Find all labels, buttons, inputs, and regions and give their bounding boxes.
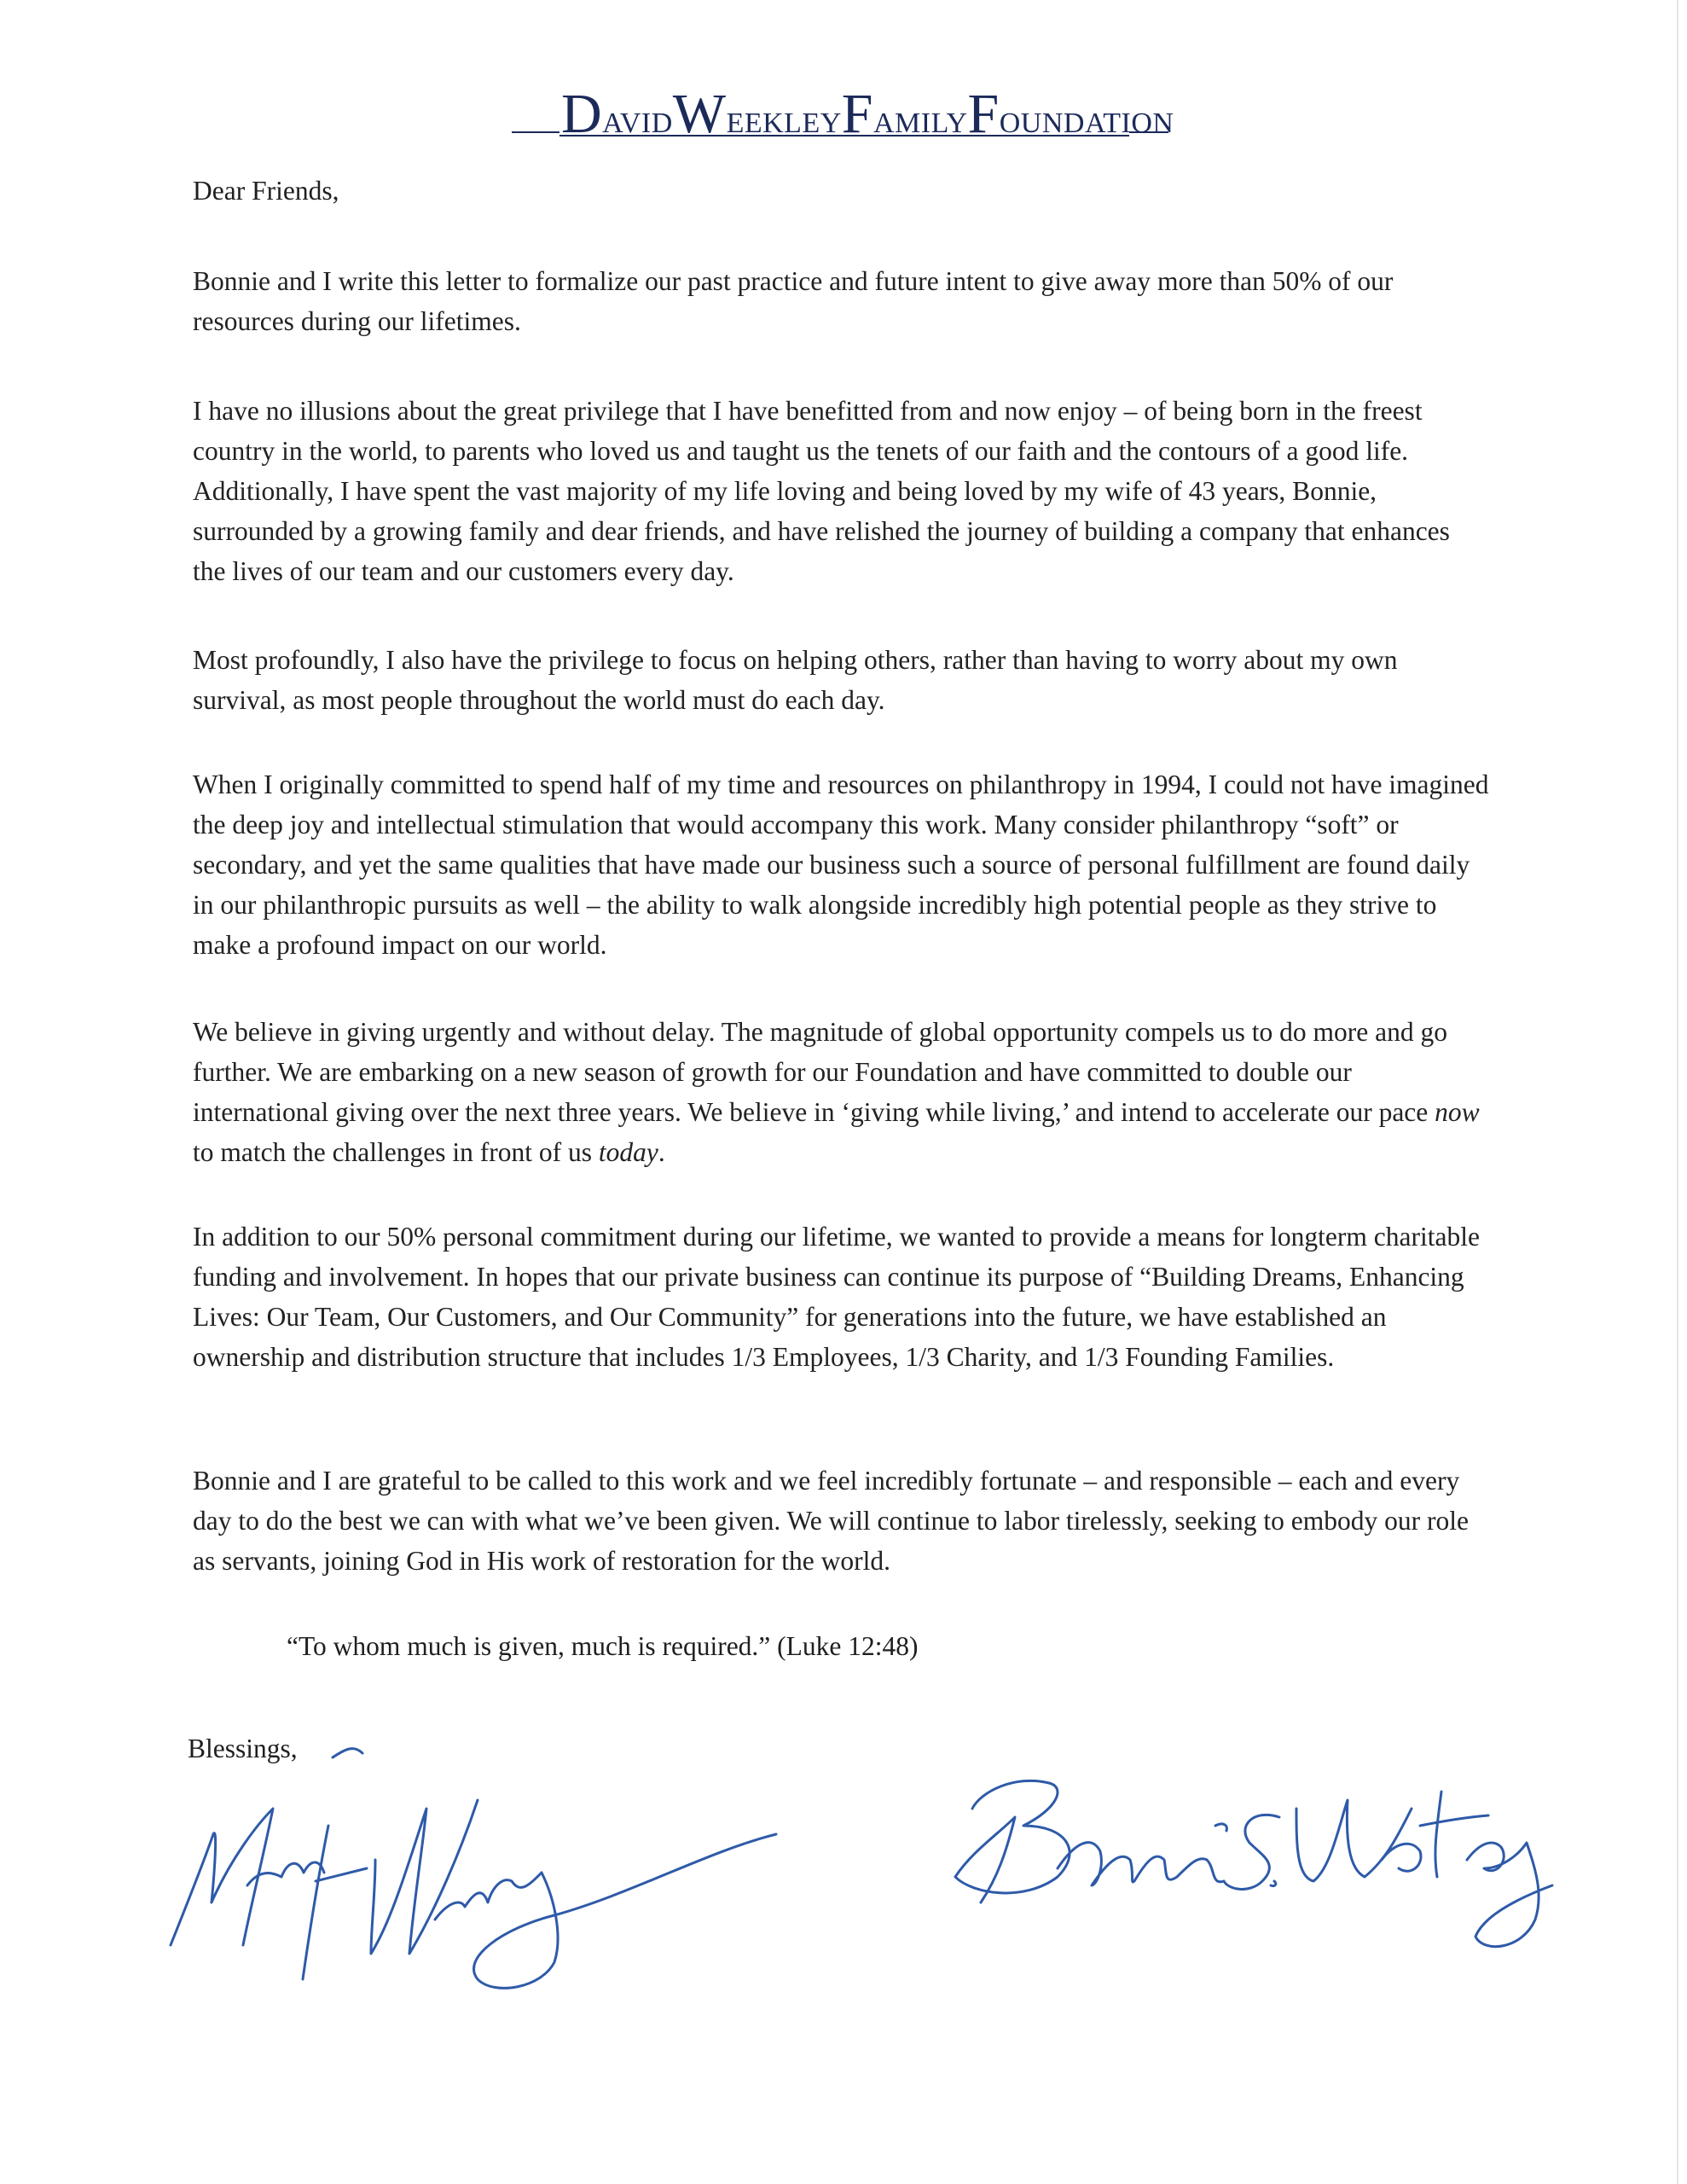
letterhead-rule-left	[512, 131, 559, 133]
paragraph-7: Bonnie and I are grateful to be called to this work and we feel incredibly fortunate – and responsible – each and every day to do the best we can with what we’ve been given. We will continue to labor tirelessly, seeking to embody our role as servants, joining God in His work of restoration for the world.	[193, 1466, 1469, 1576]
letterhead-cap: W	[672, 83, 727, 145]
letterhead-small: AVID	[602, 107, 673, 139]
letterhead-cap: F	[841, 83, 873, 145]
letterhead-word-family	[841, 83, 968, 148]
letterhead-small: EEKLEY	[726, 107, 842, 139]
letterhead-cap: D	[561, 83, 603, 145]
letterhead-word-david	[561, 83, 673, 148]
page-edge	[1677, 0, 1678, 2184]
paragraph-5-text-c: .	[658, 1137, 665, 1167]
letterhead	[512, 83, 1174, 145]
signature-david-icon	[154, 1732, 870, 2013]
paragraph-4: When I originally committed to spend half of my time and resources on philanthropy in 1994, I could not have imagined the deep joy and intellectual stimulation that would accompany this work. Many consider philanthropy “soft” or secondary, and yet the same qualities that have made our business such a source of personal fulfillment are found daily in our philanthropic pursuits as well – the ability to walk alongside incredibly high potential people as they strive to make a profound impact on our world.	[193, 770, 1489, 960]
paragraph-5	[193, 1012, 1489, 1172]
letterhead-small: AMILY	[872, 107, 968, 139]
paragraph-5-emphasis-now: now	[1435, 1097, 1480, 1127]
letterhead-word-foundation	[967, 83, 1174, 148]
scripture-quote: “To whom much is given, much is required.” (Luke 12:48)	[287, 1631, 919, 1661]
letterhead-word-weekley	[672, 83, 842, 148]
foundation-name	[561, 83, 1174, 148]
paragraph-3: Most profoundly, I also have the privilege to focus on helping others, rather than having to worry about my own survival, as most people throughout the world must do each day.	[193, 645, 1398, 715]
letterhead-cap: F	[967, 83, 1000, 145]
paragraph-2: I have no illusions about the great privilege that I have benefitted from and now enjoy – of being born in the freest country in the world, to parents who loved us and taught us the tenets of our faith and the contours of a good life. Additionally, I have spent the vast majority of my life loving and being loved by my wife of 43 years, Bonnie, surrounded by a growing family and dear friends, and have relished the journey of building a company that enhances the lives of our team and our customers every day.	[193, 396, 1450, 586]
paragraph-5-emphasis-today: today	[598, 1137, 658, 1167]
signature-bonnie-icon	[921, 1740, 1586, 1996]
paragraph-6: In addition to our 50% personal commitment during our lifetime, we wanted to provide a means for longterm charitable funding and involvement. In hopes that our private business can continue its purpose of “Building Dreams, Enhancing Lives: Our Team, Our Customers, and Our Community” for generations into the future, we have established an ownership and distribution structure that includes 1/3 Employees, 1/3 Charity, and 1/3 Founding Families.	[193, 1222, 1480, 1372]
paragraph-5-text-b: to match the challenges in front of us	[193, 1137, 599, 1167]
paragraph-5-text-a: We believe in giving urgently and without delay. The magnitude of global opportunity compels us to do more and go further. We are embarking on a new season of growth for our Foundation and have committed to double our international giving over the next three years. We believe in ‘giving while living,’ and intend to accelerate our pace	[193, 1017, 1447, 1127]
paragraph-1: Bonnie and I write this letter to formalize our past practice and future intent to give away more than 50% of our resources during our lifetimes.	[193, 266, 1394, 336]
signature-david-drawing	[154, 1732, 870, 2013]
signature-bonnie-drawing	[921, 1740, 1586, 1996]
letterhead-small: OUNDATION	[999, 107, 1174, 139]
salutation: Dear Friends,	[193, 176, 339, 206]
closing: Blessings,	[188, 1734, 298, 1763]
